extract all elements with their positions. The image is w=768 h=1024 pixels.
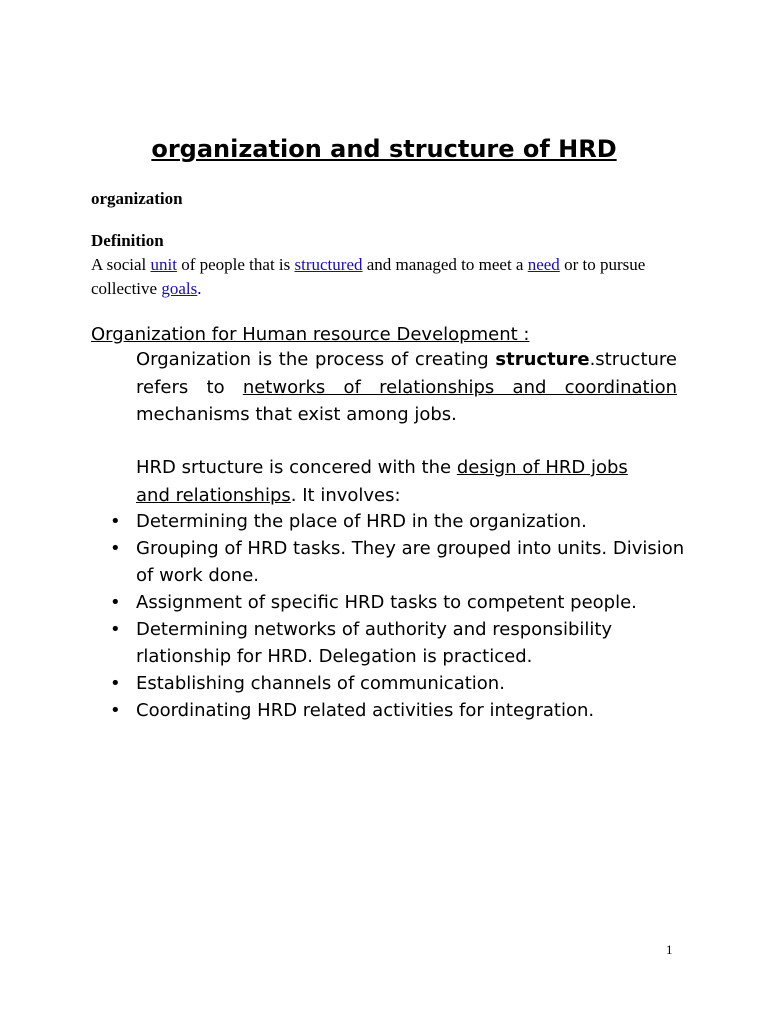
paragraph-text: Organization is the process of creating: [136, 349, 496, 370]
paragraph-text: HRD srtucture is concered with the: [136, 457, 457, 478]
paragraph-organization: [136, 346, 677, 429]
list-item-text: Establishing channels of communication.: [136, 673, 505, 694]
list-item-text: Determining networks of authority and responsibility rlationship for HRD. Delegation is practiced.: [136, 619, 613, 667]
definition-text-part: of people that is: [176, 255, 295, 274]
bold-term-structure: structure: [495, 349, 590, 370]
paragraph-hrd-structure: [136, 454, 656, 509]
list-item-text: Assignment of specific HRD tasks to competent people.: [136, 592, 637, 613]
definition-heading: Definition: [91, 231, 164, 250]
definition-text-part: A social: [91, 255, 151, 274]
paragraph-text: .structure refers to: [136, 349, 677, 398]
list-item-text: Grouping of HRD tasks. They are grouped into units. Division of work done.: [136, 538, 685, 586]
bullet-list: [110, 508, 696, 724]
bullet-icon: •: [110, 700, 121, 721]
link-unit[interactable]: unit: [150, 255, 177, 274]
underlined-phrase: design of HRD jobs and relationships: [136, 457, 628, 506]
definition-text-part: and managed to meet a: [362, 255, 528, 274]
list-item: [110, 589, 696, 616]
bullet-icon: •: [110, 511, 121, 532]
link-structured[interactable]: structured: [294, 255, 363, 274]
subheading-hrd-organization: Organization for Human resource Development :: [91, 324, 530, 345]
bullet-icon: •: [110, 619, 121, 640]
list-item: [110, 616, 696, 670]
underlined-phrase: networks of relationships and coordination: [242, 376, 677, 398]
section-heading: organization: [91, 189, 183, 208]
list-item: [110, 535, 696, 589]
list-item: [110, 697, 696, 724]
list-item: [110, 508, 696, 535]
page-number: 1: [666, 942, 673, 957]
bullet-icon: •: [110, 673, 121, 694]
link-need[interactable]: need: [527, 255, 560, 274]
paragraph-text: mechanisms that exist among jobs.: [136, 404, 457, 425]
definition-text-part: or to pursue collective: [91, 255, 646, 298]
list-item: [110, 670, 696, 697]
list-item-text: Determining the place of HRD in the organization.: [136, 511, 587, 532]
paragraph-text: . It involves:: [290, 484, 401, 506]
link-goals[interactable]: goals: [161, 279, 198, 298]
list-item-text: Coordinating HRD related activities for integration.: [136, 700, 595, 721]
definition-text-part: .: [197, 279, 202, 298]
document-title: organization and structure of HRD: [151, 135, 617, 163]
definition-text: [91, 253, 691, 301]
bullet-icon: •: [110, 538, 121, 559]
bullet-icon: •: [110, 592, 121, 613]
